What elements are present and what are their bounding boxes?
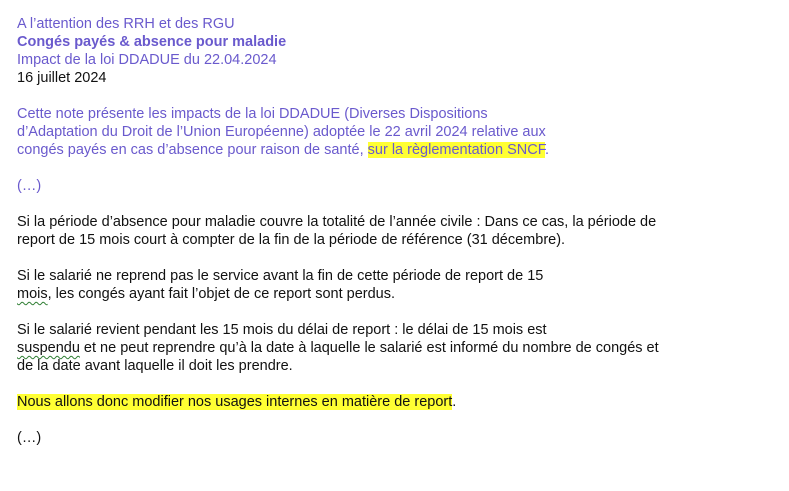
highlighted-text: Nous allons donc modifier nos usages internes en matière de report bbox=[17, 394, 453, 410]
intro-line-3 bbox=[17, 141, 782, 159]
para2-line-2 bbox=[17, 285, 782, 303]
para1-line-2: report de 15 mois court à compter de la fin de la période de référence (31 décembre). bbox=[17, 232, 566, 248]
para2-line-2-text: , les congés ayant fait l’objet de ce report sont perdus. bbox=[47, 286, 396, 302]
para1-line-1: Si la période d’absence pour maladie couvre la totalité de l’année civile : Dans ce cas, la période de bbox=[17, 214, 657, 230]
para3-line-1: Si le salarié revient pendant les 15 mois du délai de report : le délai de 15 mois est bbox=[17, 322, 547, 338]
blank-line bbox=[17, 411, 782, 429]
blank-line bbox=[17, 249, 782, 267]
intro-line-2: d’Adaptation du Droit de l’Union Européenne) adoptée le 22 avril 2024 relative aux bbox=[17, 124, 546, 140]
document-body bbox=[17, 15, 782, 447]
para3-line-2-text: et ne peut reprendre qu’à la date à laquelle le salarié est informé du nombre de congés et bbox=[79, 340, 659, 356]
blank-line bbox=[17, 375, 782, 393]
spellcheck-flagged-word[interactable]: suspendu bbox=[17, 340, 80, 356]
subject-title: Congés payés & absence pour maladie bbox=[17, 34, 287, 50]
spellcheck-flagged-word[interactable]: mois bbox=[17, 286, 48, 302]
addressee-line: A l’attention des RRH et des RGU bbox=[17, 16, 235, 32]
blank-line bbox=[17, 159, 782, 177]
para2-line-1: Si le salarié ne reprend pas le service avant la fin de cette période de report de 15 bbox=[17, 268, 544, 284]
para3-line-3: de la date avant laquelle il doit les prendre. bbox=[17, 358, 293, 374]
highlighted-text: sur la règlementation SNCF bbox=[367, 142, 545, 158]
intro-line-3-text: congés payés en cas d’absence pour raison de santé, bbox=[17, 142, 368, 158]
conclusion-line bbox=[17, 393, 782, 411]
ellipsis-marker: (…) bbox=[17, 178, 42, 194]
intro-line-3-period: . bbox=[544, 142, 549, 158]
blank-line bbox=[17, 195, 782, 213]
subtitle-line: Impact de la loi DDADUE du 22.04.2024 bbox=[17, 52, 277, 68]
document-date: 16 juillet 2024 bbox=[17, 70, 107, 86]
blank-line bbox=[17, 87, 782, 105]
intro-line-1: Cette note présente les impacts de la loi DDADUE (Diverses Dispositions bbox=[17, 106, 488, 122]
blank-line bbox=[17, 303, 782, 321]
para3-line-2 bbox=[17, 339, 782, 357]
ellipsis-marker: (…) bbox=[17, 430, 42, 446]
conclusion-period: . bbox=[452, 394, 457, 410]
